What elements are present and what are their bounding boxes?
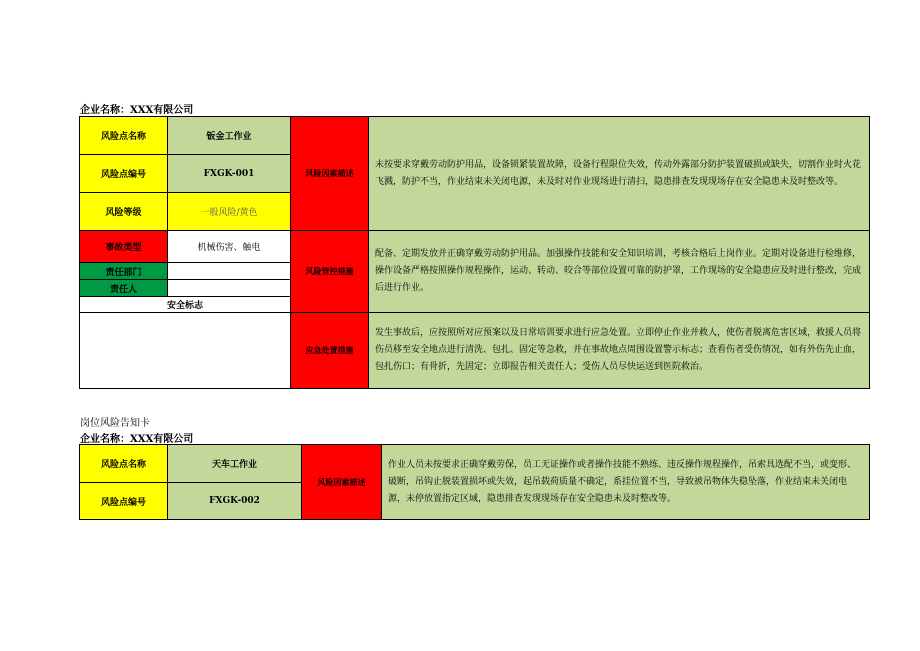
accident-type-value: 机械伤害、触电 bbox=[168, 231, 291, 263]
risk-name-value-2: 天车工作业 bbox=[168, 445, 302, 483]
company-name-2: 企业名称：XXX有限公司 bbox=[80, 434, 194, 445]
risk-code-value-2: FXGK-002 bbox=[168, 483, 302, 520]
risk-level-value: 一般风险/黄色 bbox=[168, 193, 291, 231]
risk-card-2 bbox=[79, 444, 870, 520]
risk-name-value: 钣金工作业 bbox=[168, 117, 291, 155]
risk-name-label: 风险点名称 bbox=[80, 117, 168, 155]
card-heading-2: 岗位风险告知卡 bbox=[80, 418, 150, 429]
safety-sign-area bbox=[80, 313, 291, 389]
control-measures-label: 风险管控措施 bbox=[291, 231, 369, 313]
risk-code-label-2: 风险点编号 bbox=[80, 483, 168, 520]
emergency-text: 发生事故后，应按照所对应预案以及日常培训要求进行应急处置。立即停止作业并救人，使伤者脱离危害区域，救援人员将伤员移至安全地点进行清洗、包扎、固定等急救，并在事故地点周围设置警示标志；查看伤者受伤情况，如有外伤先止血，包扎伤口；有骨折，先固定；立即报告相关责任人；受伤人员尽快运送到医院救治。 bbox=[369, 313, 870, 389]
risk-factor-label: 风险因素描述 bbox=[291, 117, 369, 231]
accident-type-label: 事故类型 bbox=[80, 231, 168, 263]
risk-card-1 bbox=[79, 116, 870, 389]
safety-sign-label: 安全标志 bbox=[80, 297, 291, 313]
emergency-label: 应急处置措施 bbox=[291, 313, 369, 389]
risk-level-label: 风险等级 bbox=[80, 193, 168, 231]
responsible-person-label: 责任人 bbox=[80, 280, 168, 297]
risk-code-label: 风险点编号 bbox=[80, 155, 168, 193]
risk-factor-text: 未按要求穿戴劳动防护用品，设备锁紧装置故障，设备行程限位失效，传动外露部分防护装置破损或缺失，切割作业时火花飞溅，防护不当，作业结束未关闭电源，未及时对作业现场进行清扫，隐患排查发现现场存在安全隐患未及时整改等。 bbox=[369, 117, 870, 231]
risk-name-label-2: 风险点名称 bbox=[80, 445, 168, 483]
risk-factor-text-2: 作业人员未按要求正确穿戴劳保，员工无证操作或者操作技能不熟练、违反操作规程操作，吊索具选配不当，或变形、破断，吊钩止脱装置损坏或失效，起吊载荷质量不确定，系挂位置不当，导致被吊物体失稳坠落，作业结束未关闭电源，未停放置指定区域，隐患排查发现现场存在安全隐患未及时整改等。 bbox=[382, 445, 870, 520]
responsible-dept-label: 责任部门 bbox=[80, 263, 168, 280]
control-measures-text: 配备、定期发放并正确穿戴劳动防护用品。加强操作技能和安全知识培训，考核合格后上岗作业。定期对设备进行检维修，操作设备严格按照操作规程操作，运动、转动、咬合等部位设置可靠的防护罩，工作现场的安全隐患应及时进行整改，完成后进行作业。 bbox=[369, 231, 870, 313]
risk-code-value: FXGK-001 bbox=[168, 155, 291, 193]
responsible-dept-value bbox=[168, 263, 291, 280]
risk-factor-label-2: 风险因素描述 bbox=[302, 445, 382, 520]
responsible-person-value bbox=[168, 280, 291, 297]
company-name-1: 企业名称：XXX有限公司 bbox=[80, 105, 194, 116]
